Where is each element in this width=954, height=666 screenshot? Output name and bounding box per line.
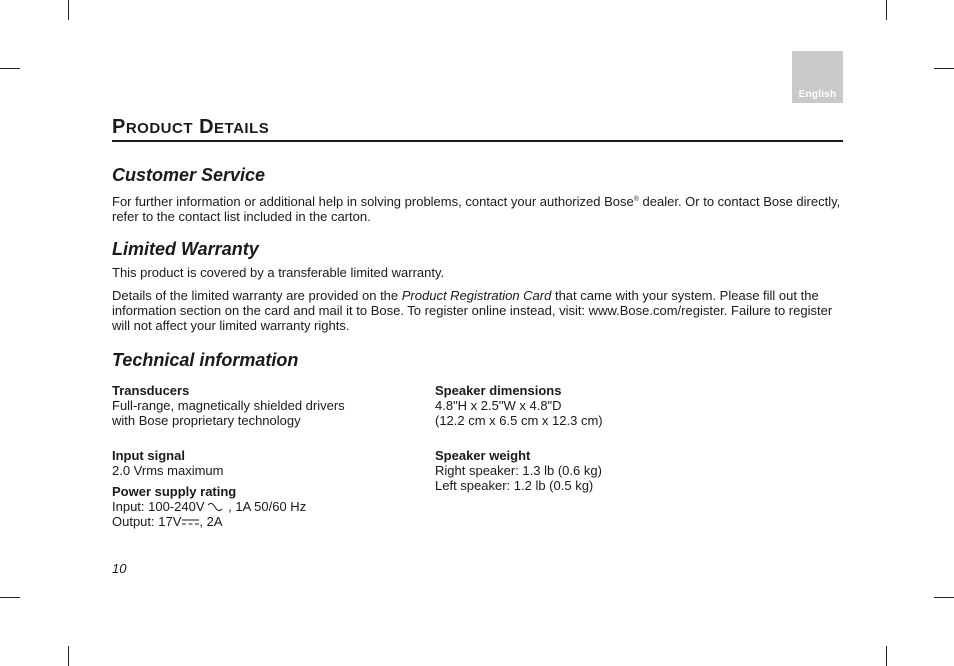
spec-value: Output: 17V , 2A	[112, 514, 223, 529]
ac-symbol-icon	[207, 502, 223, 512]
spec-power-supply	[112, 484, 306, 529]
spec-dimensions	[435, 383, 603, 428]
limited-warranty-heading: Limited Warranty	[112, 239, 259, 259]
warranty-text-1: This product is covered by a transferable limited warranty.	[112, 265, 445, 280]
spec-label: Power supply rating	[112, 484, 237, 499]
customer-service-heading: Customer Service	[112, 165, 266, 185]
crop-mark	[886, 646, 887, 666]
spec-value: Full-range, magnetically shielded drivers	[112, 398, 345, 413]
spec-value: Right speaker: 1.3 lb (0.6 kg)	[435, 463, 602, 478]
spec-label: Speaker weight	[435, 448, 531, 463]
dc-symbol-icon	[182, 518, 199, 526]
language-tab-label: English	[798, 89, 837, 100]
spec-input-signal	[112, 448, 223, 478]
title-initial: P	[112, 116, 126, 138]
registered-mark: ®	[633, 196, 639, 203]
language-tab	[792, 51, 843, 103]
technical-info-heading: Technical information	[112, 350, 299, 370]
page-number: 10	[112, 561, 127, 576]
crop-mark	[934, 68, 954, 69]
spec-value: with Bose proprietary technology	[112, 413, 301, 428]
spec-value: Input: 100-240V , 1A 50/60 Hz	[112, 499, 307, 514]
spec-label: Transducers	[112, 383, 190, 398]
spec-value: Left speaker: 1.2 lb (0.5 kg)	[435, 478, 594, 493]
spec-value: 2.0 Vrms maximum	[112, 463, 224, 478]
spec-label: Input signal	[112, 448, 185, 463]
spec-transducers	[112, 383, 345, 428]
spec-label: Speaker dimensions	[435, 383, 562, 398]
crop-mark	[0, 68, 20, 69]
spec-value: 4.8"H x 2.5"W x 4.8"D	[435, 398, 562, 413]
title-smallcaps: ETAILS	[214, 120, 270, 137]
title-initial: D	[199, 116, 215, 138]
crop-mark	[0, 597, 20, 598]
product-registration-card-ref: Product Registration Card	[401, 288, 552, 303]
title-rule	[112, 140, 843, 142]
customer-service-text: For further information or additional help in solving problems, contact your authorized Bose® dealer. Or to contact Bose directly, refer to the contact list included in the carton.	[112, 194, 841, 224]
crop-mark	[68, 646, 69, 666]
crop-mark	[886, 0, 887, 20]
title-smallcaps: RODUCT	[125, 120, 194, 137]
spec-weight	[435, 448, 602, 493]
page-title	[112, 115, 843, 141]
spec-value: (12.2 cm x 6.5 cm x 12.3 cm)	[435, 413, 603, 428]
crop-mark	[934, 597, 954, 598]
warranty-text-2: Details of the limited warranty are provided on the Product Registration Card that came with your system. Please fill out the information section on the card and mail it to Bose. To register online instead, visit: www.Bose.com/register. Failure to register will not affect your limited warranty rights.	[112, 288, 833, 333]
crop-mark	[68, 0, 69, 20]
